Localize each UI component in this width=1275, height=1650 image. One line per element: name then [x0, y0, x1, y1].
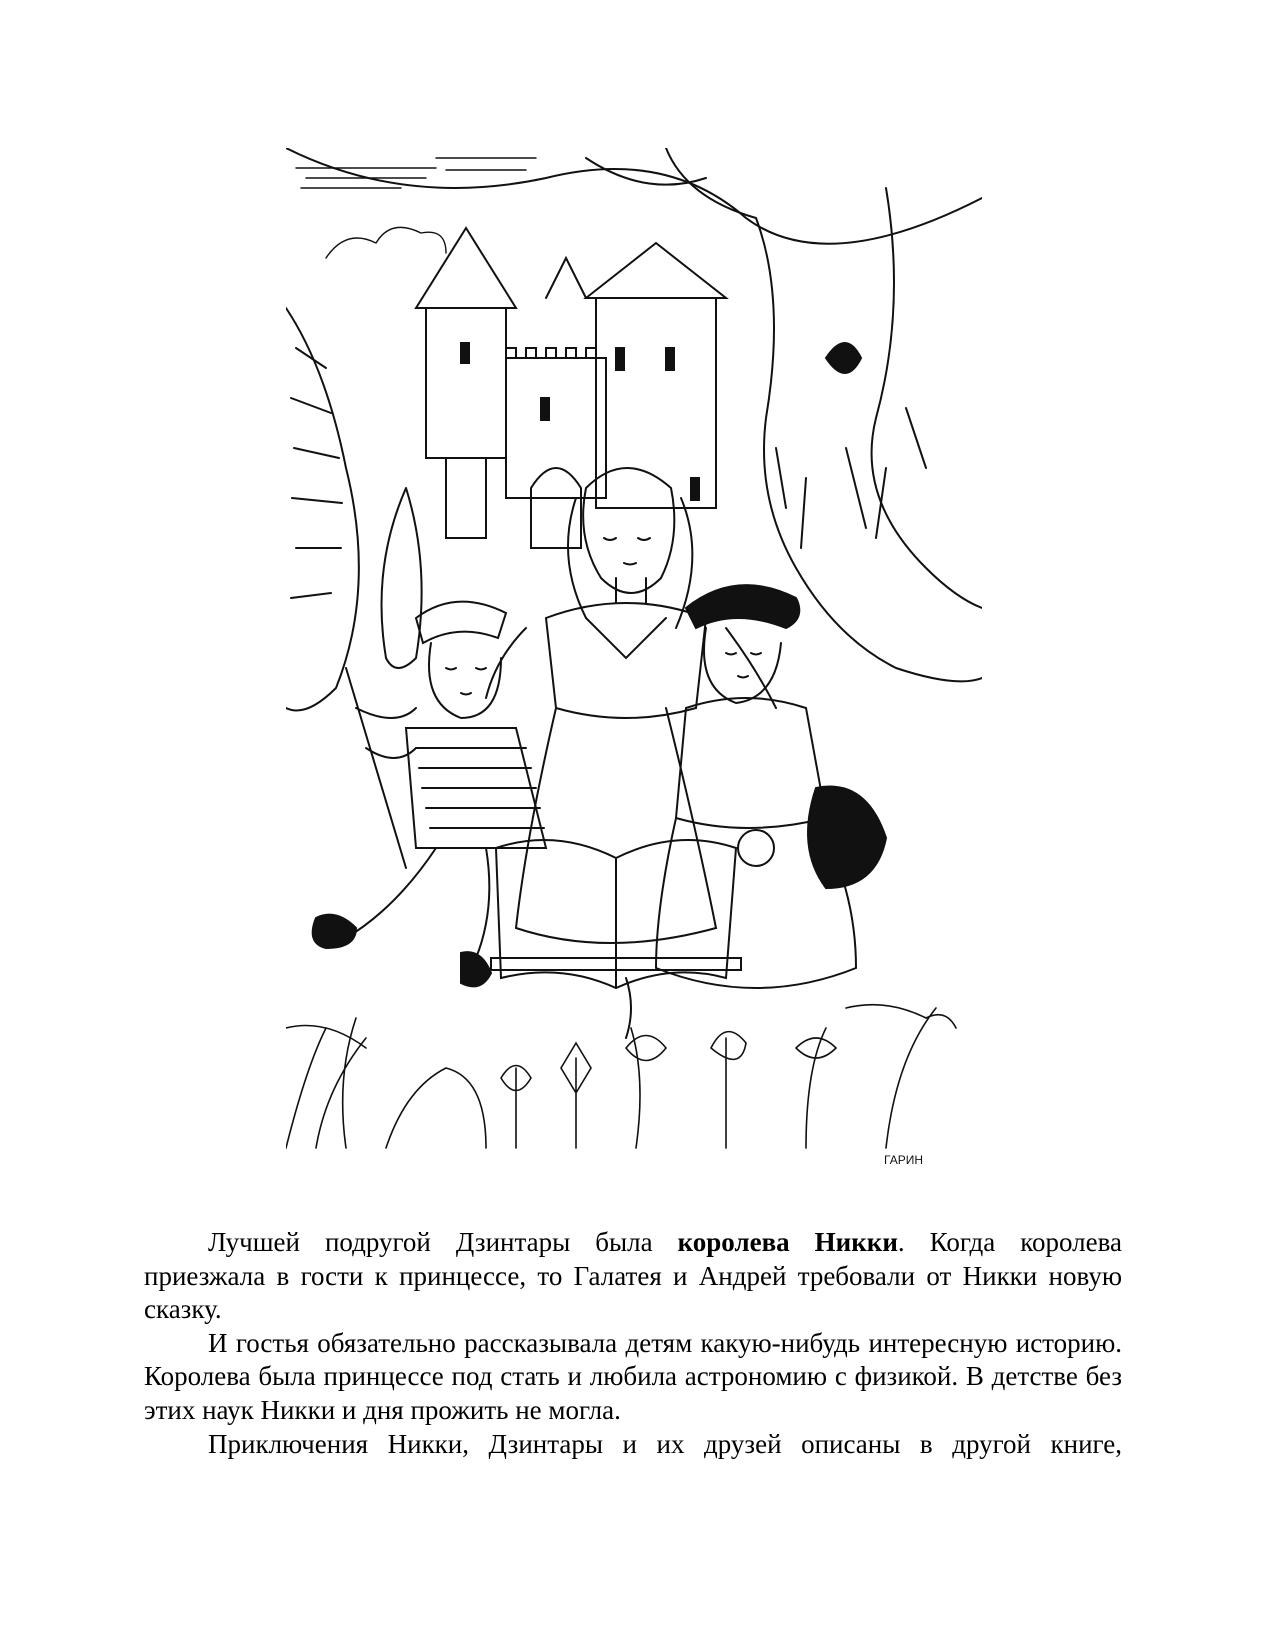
woman-figure: [486, 468, 776, 943]
paragraph-1-bold-name: королева Никки: [677, 1227, 898, 1257]
paragraph-3: Приключения Никки, Дзинтары и их друзей описаны в другой книге,: [208, 1428, 1122, 1459]
artist-signature: ГАРИН: [884, 1153, 923, 1167]
sky-clouds: [296, 158, 536, 258]
paragraph-1-text-start: Лучшей подругой Дзинтары была: [208, 1227, 678, 1257]
foreground-flowers: [286, 1005, 956, 1148]
paragraph-2: И гостья обязательно рассказывала детям какую-нибудь интересную историю. Королева была принцессе под стать и любила астрономию с физикой. В детстве без этих наук Никки и дня прожить не могла.: [144, 1327, 1122, 1425]
girl-figure: [656, 585, 886, 988]
left-trees: [286, 308, 422, 711]
castle: [416, 228, 726, 548]
body-text: [144, 1226, 1122, 1461]
paragraph-1-text-end: . Когда королева приезжала в гости к принцессе, то Галатея и Андрей требовали от Никки новую сказку.: [144, 1227, 1122, 1325]
tree-trunk: [286, 148, 982, 681]
boy-figure: [313, 602, 546, 987]
book-illustration: [286, 148, 982, 1184]
paragraph-1: [144, 1226, 1122, 1327]
